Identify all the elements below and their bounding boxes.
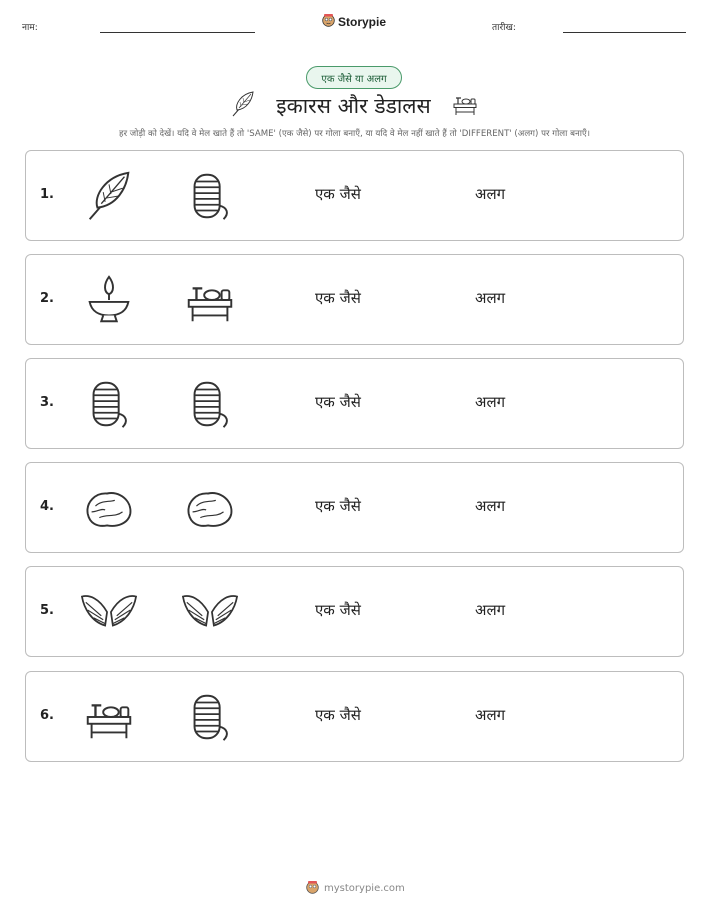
pair-row-3 [25,358,684,449]
different-option[interactable]: अलग [475,289,506,307]
different-option[interactable]: अलग [475,497,506,515]
wax-lump-icon [181,479,239,537]
workbench-icon [80,688,138,746]
instructions: हर जोड़ी को देखें। यदि वे मेल खाते हैं तो 'SAME' (एक जैसे) पर गोला बनाएँ, या यदि वे मेल नहीं खाते हैं तो 'DIFFERENT' (अलग) पर गोला बनाएँ। [119,129,590,139]
footer-url[interactable]: mystorypie.com [324,883,405,894]
row-number: 3. [40,395,54,410]
feather-icon [228,88,258,124]
pair-row-4 [25,462,684,553]
row-number: 1. [40,187,54,202]
worksheet-title: इकारस और डेडालस [276,94,431,118]
storypie-mascot-icon [306,880,319,897]
footer [306,880,405,897]
title-row [0,88,709,124]
pair-row-6 [25,671,684,762]
different-option[interactable]: अलग [475,185,506,203]
different-option[interactable]: अलग [475,601,506,619]
same-option[interactable]: एक जैसे [315,497,361,515]
name-label: नाम: [22,23,38,33]
pair-row-5 [25,566,684,657]
row-number: 5. [40,603,54,618]
same-option[interactable]: एक जैसे [315,601,361,619]
date-field-line [563,32,686,33]
same-option[interactable]: एक जैसे [315,185,361,203]
brand-logo [322,13,386,30]
same-option[interactable]: एक जैसे [315,393,361,411]
pair-row-2 [25,254,684,345]
worksheet-type-badge: एक जैसे या अलग [306,66,402,89]
same-option[interactable]: एक जैसे [315,289,361,307]
different-option[interactable]: अलग [475,393,506,411]
same-option[interactable]: एक जैसे [315,706,361,724]
name-field-line [100,32,255,33]
wax-lump-icon [80,479,138,537]
rope-coil-icon [181,688,239,746]
row-number: 4. [40,499,54,514]
different-option[interactable]: अलग [475,706,506,724]
rope-coil-icon [181,167,239,225]
wings-icon [181,583,239,641]
feather-icon [80,167,138,225]
wings-icon [80,583,138,641]
oil-lamp-icon [80,271,138,329]
workbench-icon [181,271,239,329]
row-number: 6. [40,708,54,723]
workbench-icon [449,89,481,123]
storypie-mascot-icon [322,13,335,30]
row-number: 2. [40,291,54,306]
brand-name: Storypie [338,14,387,29]
rope-coil-icon [80,375,138,433]
pair-row-1 [25,150,684,241]
date-label: तारीख: [492,23,516,33]
rope-coil-icon [181,375,239,433]
